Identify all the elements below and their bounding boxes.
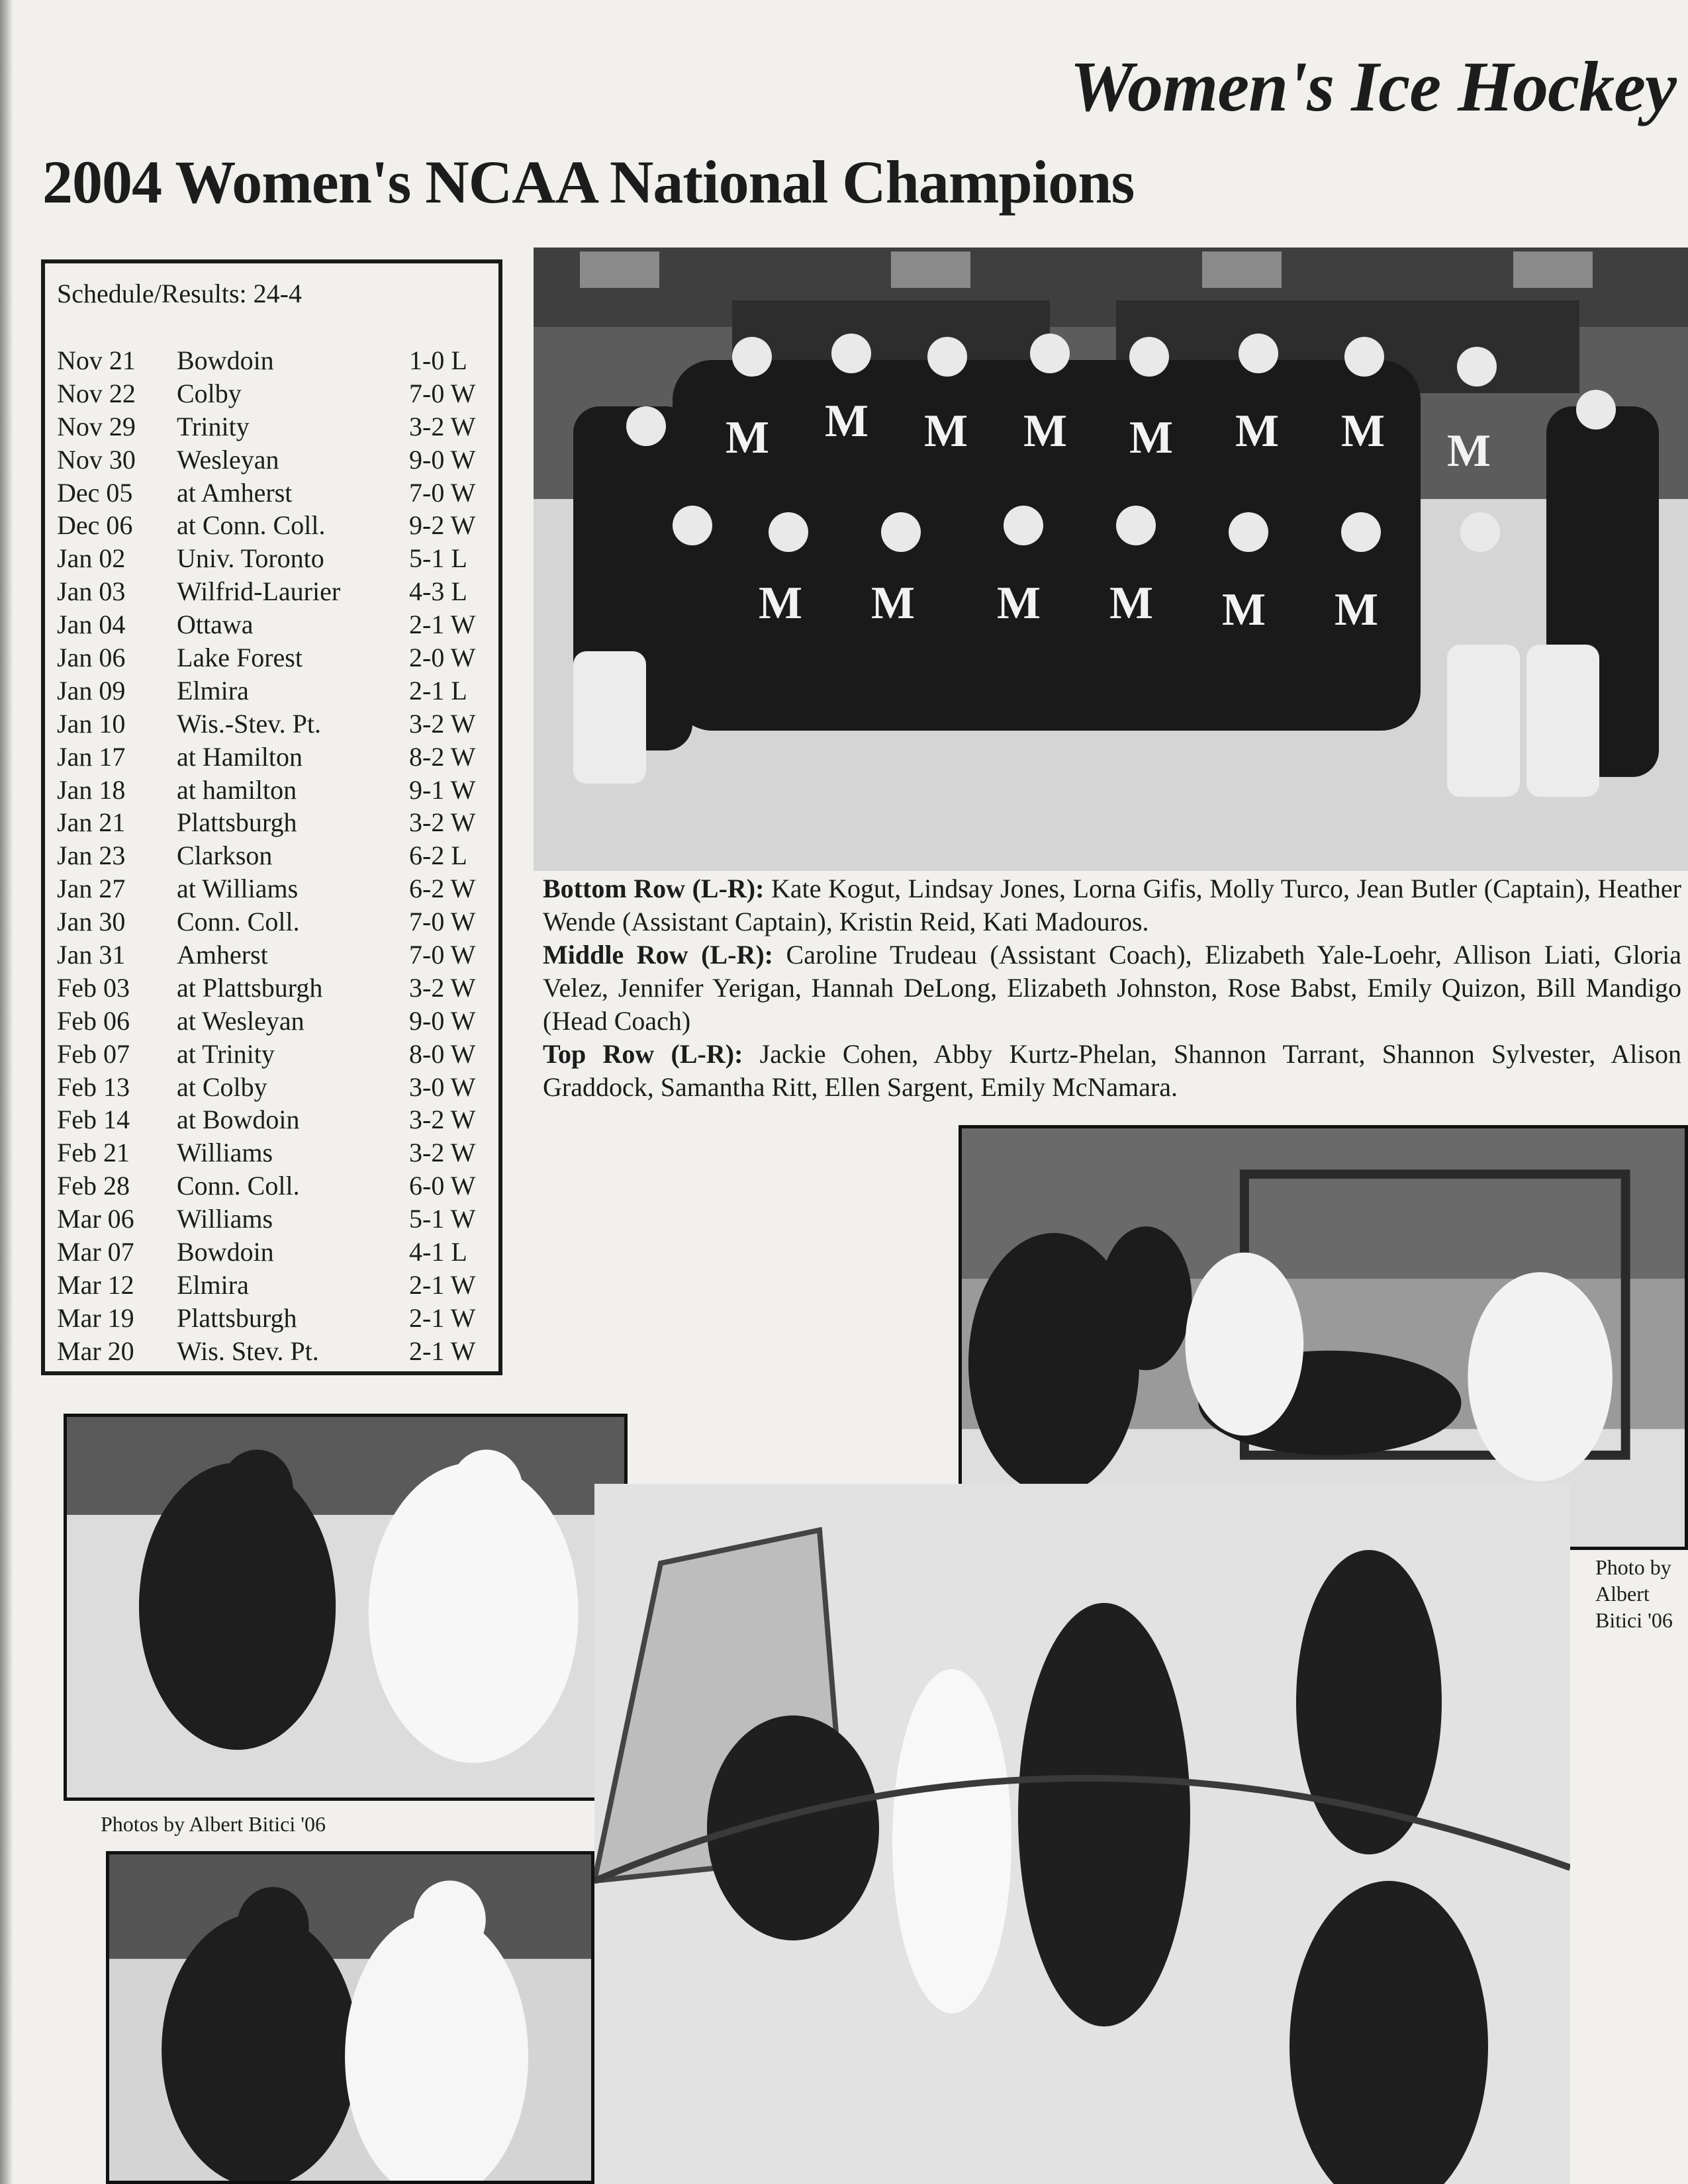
page-binding-shadow [0, 0, 13, 2184]
game-opponent: Trinity [177, 411, 250, 441]
schedule-row [57, 575, 498, 608]
game-date: Jan 06 [57, 643, 126, 673]
schedule-row [57, 741, 498, 774]
game-result: 8-0 W [409, 1038, 476, 1069]
game-date: Nov 30 [57, 444, 136, 475]
schedule-heading: Schedule/Results: 24-4 [57, 279, 302, 308]
game-opponent: at Wesleyan [177, 1005, 305, 1036]
game-opponent: at Bowdoin [177, 1105, 300, 1135]
game-opponent: Amherst [177, 940, 268, 970]
game-date: Jan 23 [57, 841, 126, 871]
schedule-row [57, 443, 498, 477]
schedule-row [57, 972, 498, 1005]
game-result: 2-1 L [409, 675, 467, 705]
schedule-row [57, 674, 498, 707]
game-result: 7-0 W [409, 907, 476, 937]
game-result: 2-1 W [409, 1269, 476, 1300]
game-result: 7-0 W [409, 940, 476, 970]
game-date: Mar 19 [57, 1302, 134, 1333]
game-date: Mar 12 [57, 1269, 134, 1300]
photo-credit-left: Photos by Albert Bitici '06 [101, 1812, 326, 1836]
game-result: 3-2 W [409, 1105, 476, 1135]
game-result: 4-1 L [409, 1237, 467, 1267]
game-result: 3-2 W [409, 708, 476, 739]
game-date: Feb 07 [57, 1038, 130, 1069]
game-result: 9-0 W [409, 1005, 476, 1036]
schedule-row [57, 344, 498, 377]
game-date: Mar 20 [57, 1336, 134, 1366]
svg-text:M: M [726, 412, 770, 463]
game-opponent: Lake Forest [177, 643, 303, 673]
top-row-label: Top Row (L-R): [543, 1039, 743, 1069]
svg-text:M: M [759, 578, 803, 629]
game-opponent: at Amherst [177, 477, 293, 508]
game-opponent: Colby [177, 378, 242, 408]
game-date: Nov 29 [57, 411, 136, 441]
game-date: Jan 02 [57, 543, 126, 574]
game-result: 3-2 W [409, 807, 476, 838]
game-opponent: Elmira [177, 675, 249, 705]
game-opponent: Wis.-Stev. Pt. [177, 708, 322, 739]
game-result: 2-1 W [409, 610, 476, 640]
game-opponent: Plattsburgh [177, 807, 297, 838]
action-photo-faceoff [64, 1414, 628, 1801]
schedule-row [57, 1169, 498, 1203]
game-opponent: at hamilton [177, 774, 297, 805]
schedule-row [57, 1236, 498, 1269]
game-date: Jan 31 [57, 940, 126, 970]
game-result: 8-2 W [409, 741, 476, 772]
game-result: 5-1 W [409, 1204, 476, 1234]
game-result: 3-2 W [409, 1138, 476, 1168]
game-result: 3-2 W [409, 411, 476, 441]
game-date: Jan 17 [57, 741, 126, 772]
schedule-row [57, 1136, 498, 1169]
game-date: Feb 21 [57, 1138, 130, 1168]
action-photo-puck-battle [106, 1851, 594, 2184]
game-opponent: Conn. Coll. [177, 907, 300, 937]
game-opponent: at Williams [177, 874, 299, 904]
game-opponent: at Hamilton [177, 741, 303, 772]
svg-text:M: M [1023, 406, 1068, 457]
game-date: Dec 06 [57, 510, 133, 541]
game-result: 7-0 W [409, 378, 476, 408]
page-headline: 2004 Women's NCAA National Champions [42, 148, 1135, 216]
schedule-row [57, 608, 498, 641]
game-result: 2-1 W [409, 1336, 476, 1366]
game-date: Jan 18 [57, 774, 126, 805]
schedule-list [57, 344, 498, 1368]
game-date: Jan 30 [57, 907, 126, 937]
game-result: 6-0 W [409, 1171, 476, 1201]
team-photo [534, 248, 1688, 871]
middle-row-names: Caroline Trudeau (Assistant Coach), Elizabeth Yale-Loehr, Allison Liati, Gloria Velez, Jennifer Yerigan, Hannah DeLong, Elizabeth Johnston, Rose Babst, Emily Quizon, Bill Mandigo (Head Coach) [543, 940, 1681, 1036]
schedule-row [57, 1071, 498, 1104]
game-result: 9-1 W [409, 774, 476, 805]
game-date: Feb 28 [57, 1171, 130, 1201]
game-opponent: Wilfrid-Laurier [177, 576, 341, 607]
schedule-row [57, 477, 498, 510]
schedule-row [57, 905, 498, 938]
game-opponent: Elmira [177, 1269, 249, 1300]
svg-text:M: M [997, 578, 1041, 629]
game-result: 7-0 W [409, 477, 476, 508]
schedule-row [57, 377, 498, 410]
game-opponent: Wesleyan [177, 444, 279, 475]
schedule-row [57, 938, 498, 972]
schedule-results-box [41, 259, 502, 1375]
game-date: Nov 21 [57, 345, 136, 375]
svg-text:M: M [1447, 426, 1491, 477]
bottom-row-label: Bottom Row (L-R): [543, 874, 765, 903]
game-result: 3-0 W [409, 1071, 476, 1102]
game-date: Jan 09 [57, 675, 126, 705]
svg-text:M: M [871, 578, 915, 629]
game-result: 9-2 W [409, 510, 476, 541]
schedule-row [57, 774, 498, 807]
team-photo-caption [543, 872, 1681, 1104]
schedule-row [57, 1005, 498, 1038]
schedule-row [57, 1103, 498, 1136]
game-opponent: Univ. Toronto [177, 543, 324, 574]
game-result: 2-1 W [409, 1302, 476, 1333]
schedule-row [57, 707, 498, 741]
svg-text:M: M [1235, 406, 1280, 457]
svg-text:M: M [1222, 584, 1266, 635]
svg-text:M: M [924, 406, 968, 457]
game-opponent: Williams [177, 1138, 273, 1168]
schedule-row [57, 1335, 498, 1368]
svg-text:M: M [1341, 406, 1385, 457]
game-date: Jan 21 [57, 807, 126, 838]
game-date: Feb 14 [57, 1105, 130, 1135]
schedule-row [57, 542, 498, 575]
game-opponent: Bowdoin [177, 345, 274, 375]
top-row-names: Jackie Cohen, Abby Kurtz-Phelan, Shannon Tarrant, Shannon Sylvester, Alison Graddock, Samantha Ritt, Ellen Sargent, Emily McNamara. [543, 1039, 1682, 1102]
game-opponent: Conn. Coll. [177, 1171, 300, 1201]
middle-row-label: Middle Row (L-R): [543, 940, 773, 970]
schedule-row [57, 641, 498, 674]
game-opponent: at Conn. Coll. [177, 510, 326, 541]
game-date: Jan 27 [57, 874, 126, 904]
bottom-row-names: Kate Kogut, Lindsay Jones, Lorna Gifis, Molly Turco, Jean Butler (Captain), Heather Wende (Assistant Captain), Kristin Reid, Kati Madouros. [543, 874, 1681, 936]
svg-text:M: M [1109, 578, 1154, 629]
schedule-row [57, 1302, 498, 1335]
schedule-row [57, 872, 498, 905]
game-date: Dec 05 [57, 477, 133, 508]
game-result: 4-3 L [409, 576, 467, 607]
game-opponent: Clarkson [177, 841, 273, 871]
game-date: Mar 07 [57, 1237, 134, 1267]
action-photo-net-scramble [594, 1484, 1570, 2184]
schedule-row [57, 1269, 498, 1302]
game-date: Nov 22 [57, 378, 136, 408]
game-date: Feb 06 [57, 1005, 130, 1036]
svg-text:M: M [1129, 412, 1174, 463]
schedule-row [57, 806, 498, 839]
schedule-row [57, 509, 498, 542]
game-date: Feb 03 [57, 972, 130, 1003]
game-opponent: Ottawa [177, 610, 254, 640]
game-result: 3-2 W [409, 972, 476, 1003]
section-title: Women's Ice Hockey [1070, 48, 1676, 126]
game-opponent: at Trinity [177, 1038, 275, 1069]
game-result: 9-0 W [409, 444, 476, 475]
game-opponent: Williams [177, 1204, 273, 1234]
game-date: Feb 13 [57, 1071, 130, 1102]
game-result: 2-0 W [409, 643, 476, 673]
game-result: 6-2 L [409, 841, 467, 871]
schedule-row [57, 410, 498, 443]
game-opponent: Plattsburgh [177, 1302, 297, 1333]
game-date: Jan 04 [57, 610, 126, 640]
game-date: Jan 10 [57, 708, 126, 739]
game-result: 1-0 L [409, 345, 467, 375]
svg-text:M: M [1335, 584, 1379, 635]
game-result: 6-2 W [409, 874, 476, 904]
game-opponent: Bowdoin [177, 1237, 274, 1267]
schedule-row [57, 1038, 498, 1071]
game-result: 5-1 L [409, 543, 467, 574]
svg-text:M: M [825, 396, 869, 447]
photo-credit-right: Photo by Albert Bitici '06 [1595, 1555, 1673, 1632]
game-date: Mar 06 [57, 1204, 134, 1234]
game-opponent: at Plattsburgh [177, 972, 323, 1003]
schedule-row [57, 1203, 498, 1236]
game-opponent: at Colby [177, 1071, 267, 1102]
game-opponent: Wis. Stev. Pt. [177, 1336, 319, 1366]
schedule-row [57, 839, 498, 872]
game-date: Jan 03 [57, 576, 126, 607]
